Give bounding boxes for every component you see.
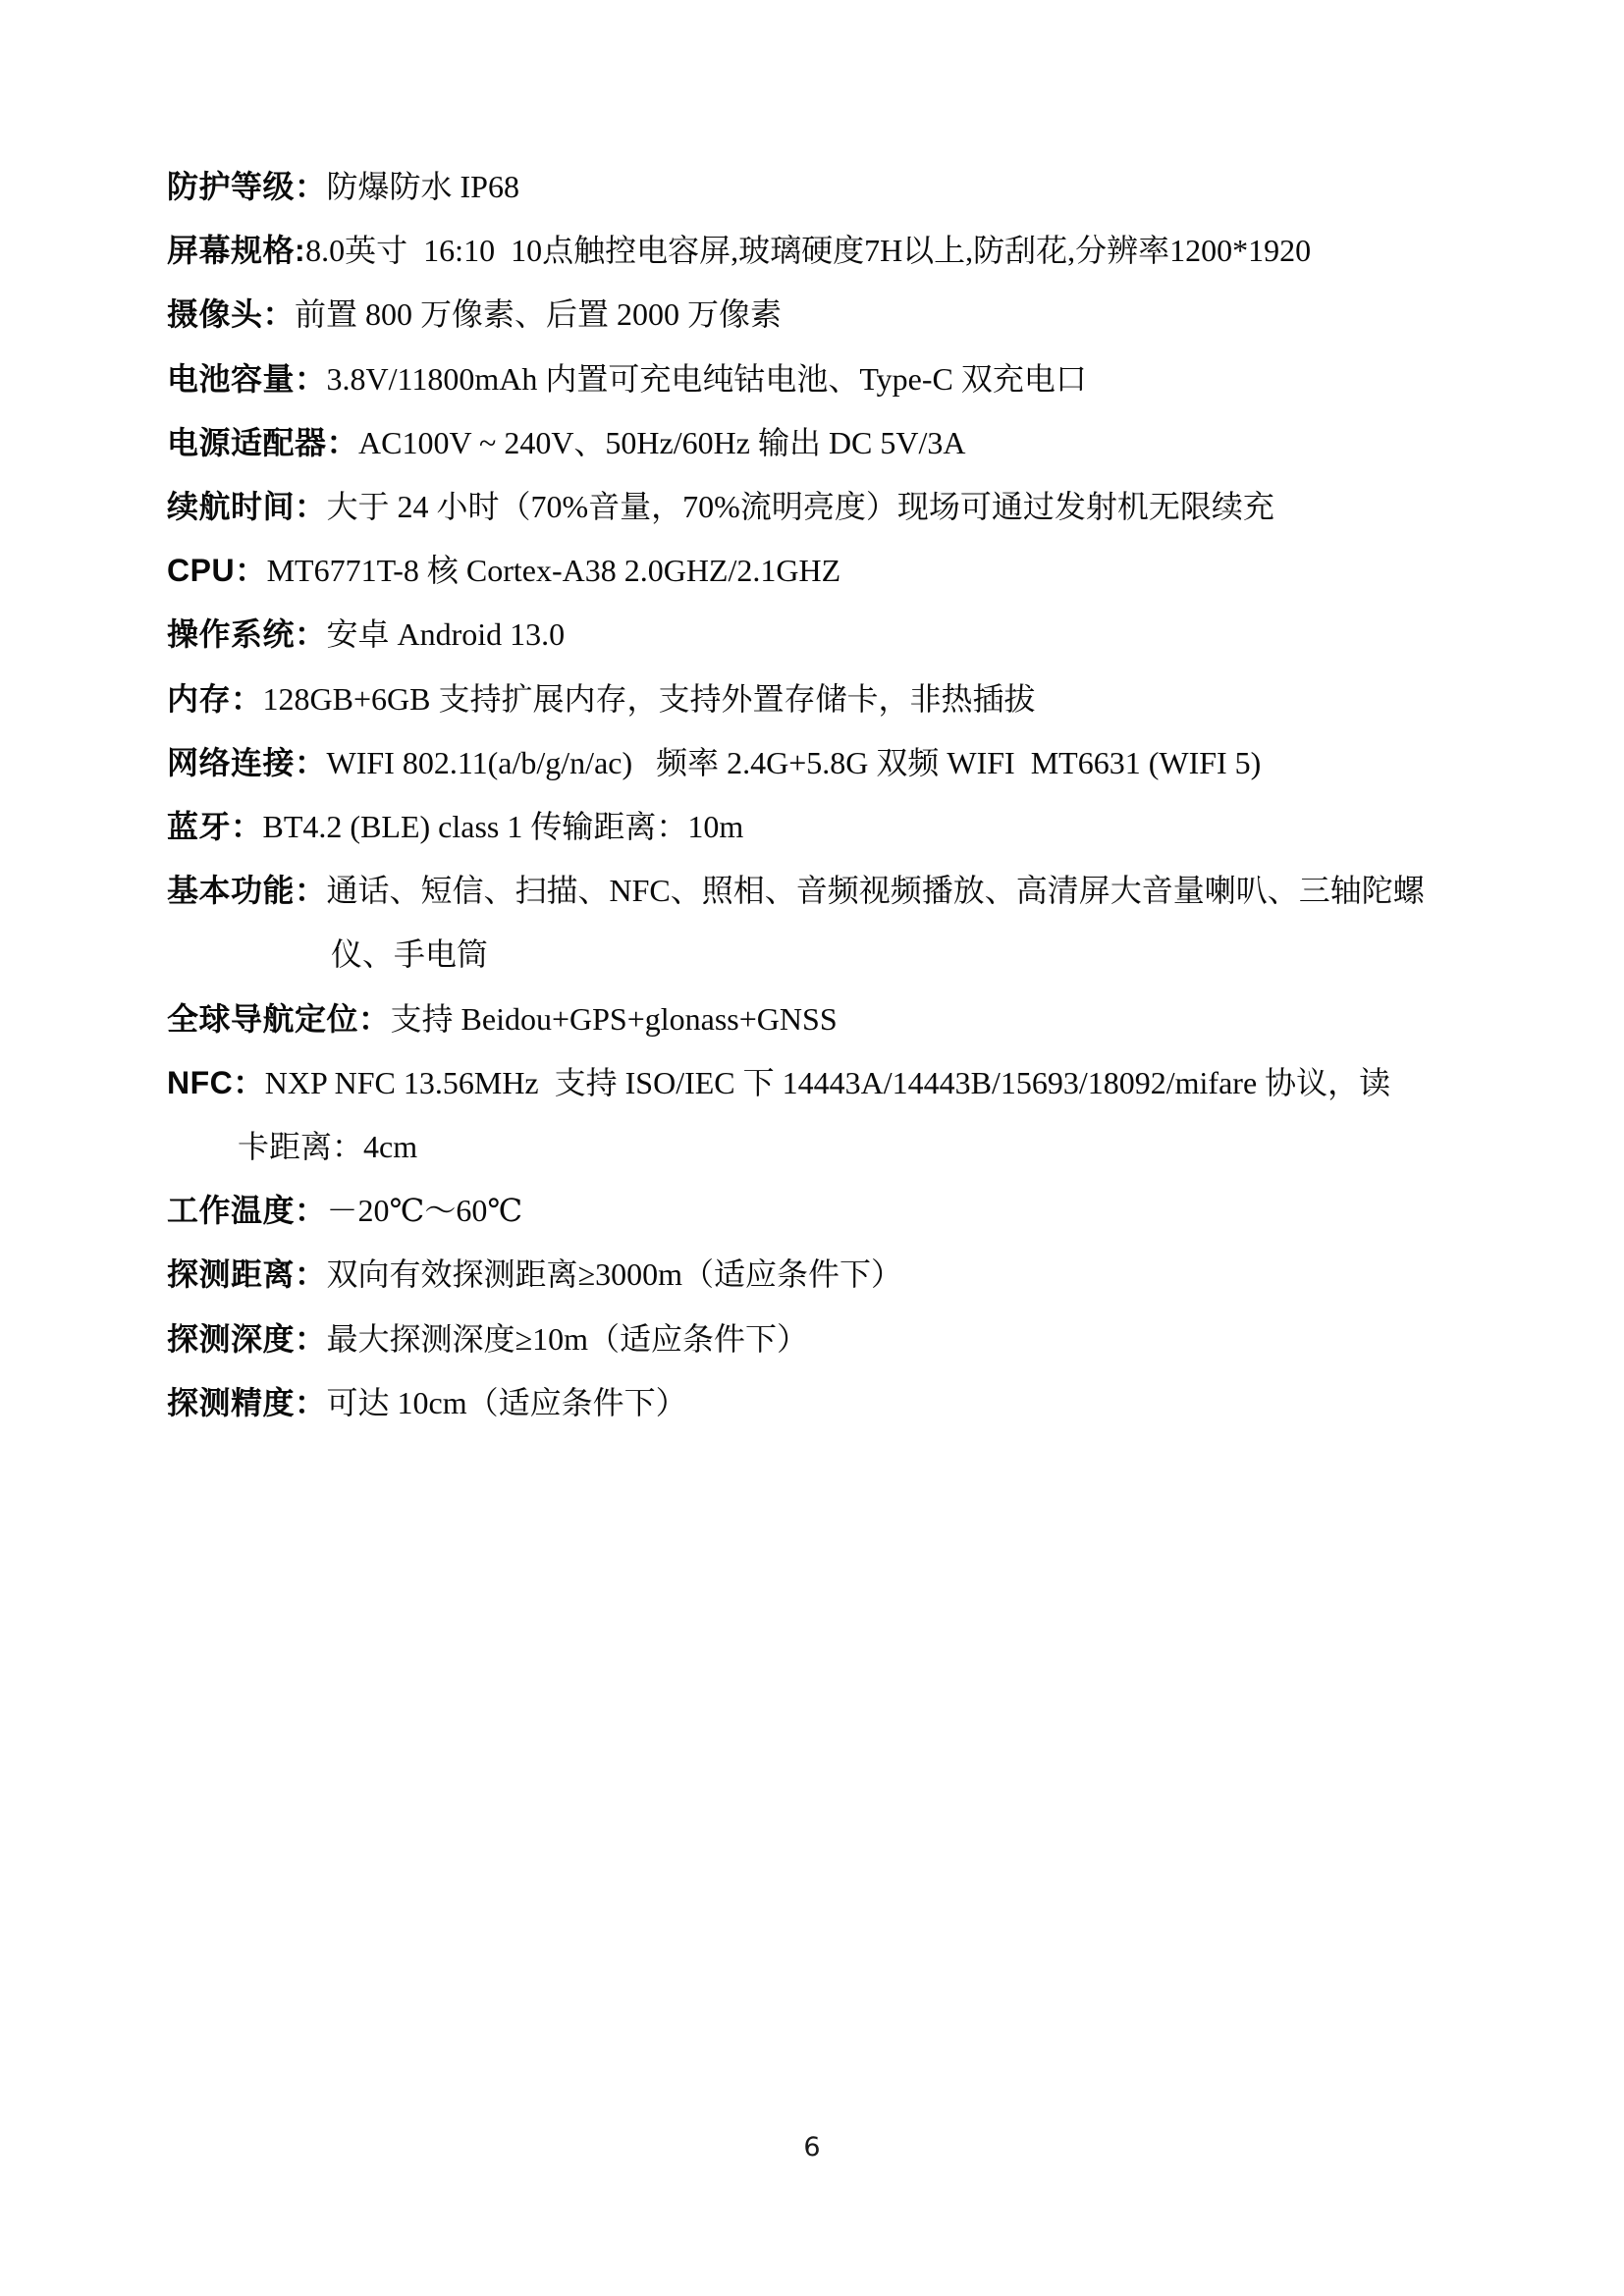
page-number: 6 [803, 2132, 821, 2163]
spec-line [167, 795, 1526, 859]
spec-label: 全球导航定位： [167, 1000, 391, 1037]
spec-value: 前置 800 万像素、后置 2000 万像素 [295, 296, 783, 333]
spec-value: 通话、短信、扫描、NFC、照相、音频视频播放、高清屏大音量喇叭、三轴陀螺 [326, 873, 1425, 909]
spec-value: BT4.2 (BLE) class 1 传输距离：10m [262, 809, 744, 845]
spec-line [167, 1308, 1526, 1371]
spec-line [167, 1115, 1526, 1179]
spec-label: 防护等级： [167, 169, 327, 204]
spec-label: CPU： [167, 553, 267, 589]
spec-label: 屏幕规格: [167, 233, 306, 269]
spec-line [167, 731, 1526, 795]
spec-value: NXP NFC 13.56MHz 支持 ISO/IEC 下 14443A/14443B/15693/18092/mifare 协议，读 [264, 1064, 1391, 1100]
spec-line [167, 475, 1526, 539]
spec-label: 蓝牙： [167, 809, 263, 845]
spec-label: 工作温度： [167, 1193, 327, 1229]
spec-line [167, 859, 1526, 923]
spec-label: 电源适配器： [167, 424, 359, 460]
spec-line [167, 603, 1526, 667]
spec-line [167, 1051, 1526, 1115]
spec-value: MT6771T-8 核 Cortex-A38 2.0GHZ/2.1GHZ [266, 553, 841, 589]
spec-label: 操作系统： [167, 616, 327, 653]
spec-line [167, 539, 1526, 603]
spec-value: 安卓 Android 13.0 [326, 616, 566, 653]
spec-value: 支持 Beidou+GPS+glonass+GNSS [390, 1000, 838, 1037]
spec-line [167, 1371, 1526, 1435]
spec-line [167, 1179, 1526, 1243]
spec-value: AC100V ~ 240V、50Hz/60Hz 输出 DC 5V/3A [358, 424, 966, 460]
spec-value: 8.0英寸 16:10 10点触控电容屏,玻璃硬度7H以上,防刮花,分辨率1200*1920 [305, 233, 1312, 269]
spec-line [167, 988, 1526, 1051]
spec-label: 摄像头： [167, 296, 296, 333]
spec-label: NFC： [167, 1064, 265, 1100]
spec-line [167, 283, 1526, 347]
spec-line [167, 667, 1526, 731]
spec-value: 3.8V/11800mAh 内置可充电纯钴电池、Type-C 双充电口 [326, 360, 1087, 397]
spec-line [167, 411, 1526, 475]
spec-line [167, 219, 1526, 283]
spec-value: 最大探测深度≥10m（适应条件下） [326, 1320, 808, 1357]
spec-list [167, 155, 1526, 1435]
spec-line [167, 155, 1526, 219]
spec-label: 探测距离： [167, 1256, 327, 1293]
spec-value: 仪、手电筒 [331, 936, 489, 973]
spec-value: 128GB+6GB 支持扩展内存，支持外置存储卡，非热插拔 [262, 680, 1036, 717]
spec-line [167, 347, 1526, 411]
spec-value: 防爆防水 IP68 [326, 169, 519, 204]
spec-label: 网络连接： [167, 744, 327, 780]
spec-label: 探测深度： [167, 1320, 327, 1357]
spec-label: 内存： [167, 680, 263, 717]
spec-label: 电池容量： [167, 360, 327, 397]
spec-label: 探测精度： [167, 1384, 327, 1420]
spec-value: 双向有效探测距离≥3000m（适应条件下） [326, 1256, 902, 1293]
spec-value: 大于 24 小时（70%音量，70%流明亮度）现场可通过发射机无限续充 [326, 489, 1274, 525]
spec-value: WIFI 802.11(a/b/g/n/ac) 频率 2.4G+5.8G 双频 WIFI MT6631 (WIFI 5) [326, 744, 1262, 780]
spec-label: 续航时间： [167, 489, 327, 525]
spec-value: －20℃～60℃ [326, 1193, 523, 1229]
spec-value: 卡距离：4cm [238, 1129, 418, 1165]
spec-label: 基本功能： [167, 873, 327, 909]
spec-value: 可达 10cm（适应条件下） [326, 1384, 687, 1420]
spec-line [167, 1243, 1526, 1307]
spec-line [167, 923, 1526, 987]
